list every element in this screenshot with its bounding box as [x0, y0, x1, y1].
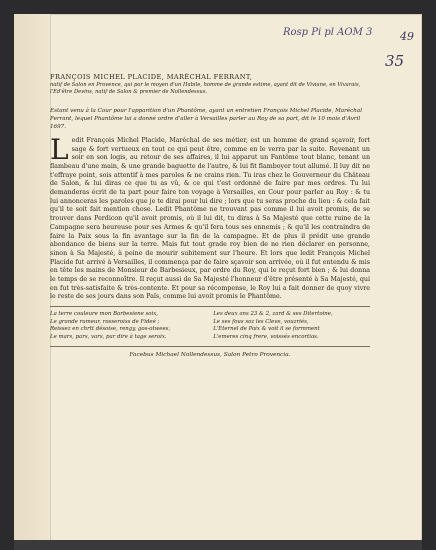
section-divider-bottom: [50, 346, 370, 347]
verse-line: Reissez en chrtt désoise, rengy, gos-otwees,: [50, 326, 171, 333]
handwritten-page-number: 35: [385, 52, 405, 70]
printed-text-block: [50, 73, 370, 359]
document-subheading: Estant venu à la Cour pour l'apparition d'un Phantôme, ayant un entretien François Michel Placide, Maréchal Ferrant, lequel Phantôme lui a donné ordre d'aller à Versailles parler au Roy de sa part, dit le 10 mois d'Avril 1697.: [50, 107, 362, 130]
scan-background: [14, 540, 422, 550]
drop-capital: L: [50, 132, 69, 166]
document-title-continuation: natif de Salon en Provence, qui par le moyen d'un Habile, homme de grande estime, ayant dit de Viviane, en Vivarais, l'Ed'être Devins, natif de Salon & premier de Nollendessus.: [50, 82, 361, 96]
verse-block: [50, 311, 370, 341]
main-paragraph: [50, 132, 370, 302]
verse-line: Le grande rumeur, rosseroiss de Fideé ;: [50, 318, 160, 325]
verse-line: L'emeres cinq frere, voissés encortias.: [213, 333, 319, 340]
handwritten-folio-number: 49: [400, 30, 414, 43]
verse-column-left: [50, 311, 207, 341]
verse-line: L'Eternel de Paix & voit il se formment: [213, 326, 320, 333]
binding-strip: [14, 14, 51, 544]
verse-line: La terre couleure mon Barbesiene soix,: [50, 311, 159, 318]
section-divider-top: [50, 306, 370, 307]
document-footer: Facebus Michael Nollendessus, Salon Petro Provencia.: [129, 351, 291, 358]
verse-line: Les deux ans 23 & 2, zard & ses Ditertoine,: [213, 311, 333, 318]
verse-line: Le mars, pars, vars, par dire à tage seroix.: [50, 333, 167, 340]
main-paragraph-text: edit François Michel Placide, Maréchal de ses métier, est un homme de grand sçavoir, fort sage & fort vertueux en tout ce qui peut être, comme en le verra par la suite. Revenant un soir en son logis, au retour de ses affaires, il lui apparut un Fantôme tout blanc, tenant un flambeau d'une main, & une grande baguette de l'autre, & lui fit flamboyer tout allumé. Il luy dit ne t'effraye point, sois attentif à mes paroles & ne crains rien. Tu iras chez le Gouverneur du Château de Salon, & lui diras ce que tu as vû, & ce qui t'est ordonné de faire par mes ordres. Tu lui demanderas écrit de ta part pour faire ton voyage à Versailles, en Cour pour parler au Roy : & tu lui annonceras les paroles que je te dirai pour lui dire ; lors que tu seras proche du lieu : & cela fait qu'il te soit fait mention chose. Ledit Phantôme ne trouvant pas comme il lui avoit promis, de se trouver dans Perdicon qu'il avoit promis, où il lui dit, tu diras à Sa Majesté que cette ruine de la Campagne sera heureuse pour ses Armes & qu'il fera tous ses ennemis ; & qu'il les contraindra de faire la Paix sous la fin avantage sur la fin de la campagne. Et de plus il prédit une grande abondance de biens sur la terre. Mais fut tout grade roy bien de ne rien déclarer en personne, sinon à Sa Majesté, à peine de mourir subitement sur l'heure. Et lors que ledit François Michel Placide fut arrivé à Versailles, il commença par de faire sçavoir son arrivée, où il fut entendu & mis en tête les mains de Monsieur de Barbesieux, par ordre du Roy, qui le reçut fort bien ; & lui donna le temps de se reconnoître. Il reçut aussi de Sa Majesté l'honneur d'être présenté à Sa Majesté, qui en fut très-satisfaite & très-contente. Et pour sa récompense, le Roy lui a fait donner de quoy vivre le reste de ses jours dans son Païs, comme lui avoit promis le Phantôme.: [50, 136, 370, 301]
verse-column-right: [213, 311, 370, 341]
document-title: FRANÇOIS MICHEL PLACIDE, MARÉCHAL FERRANT,: [50, 73, 253, 81]
handwritten-shelfmark: Rosp Pi pl AOM 3: [283, 27, 373, 38]
verse-line: Le ses fous soz les Cleve, vouzriés,: [213, 318, 309, 325]
